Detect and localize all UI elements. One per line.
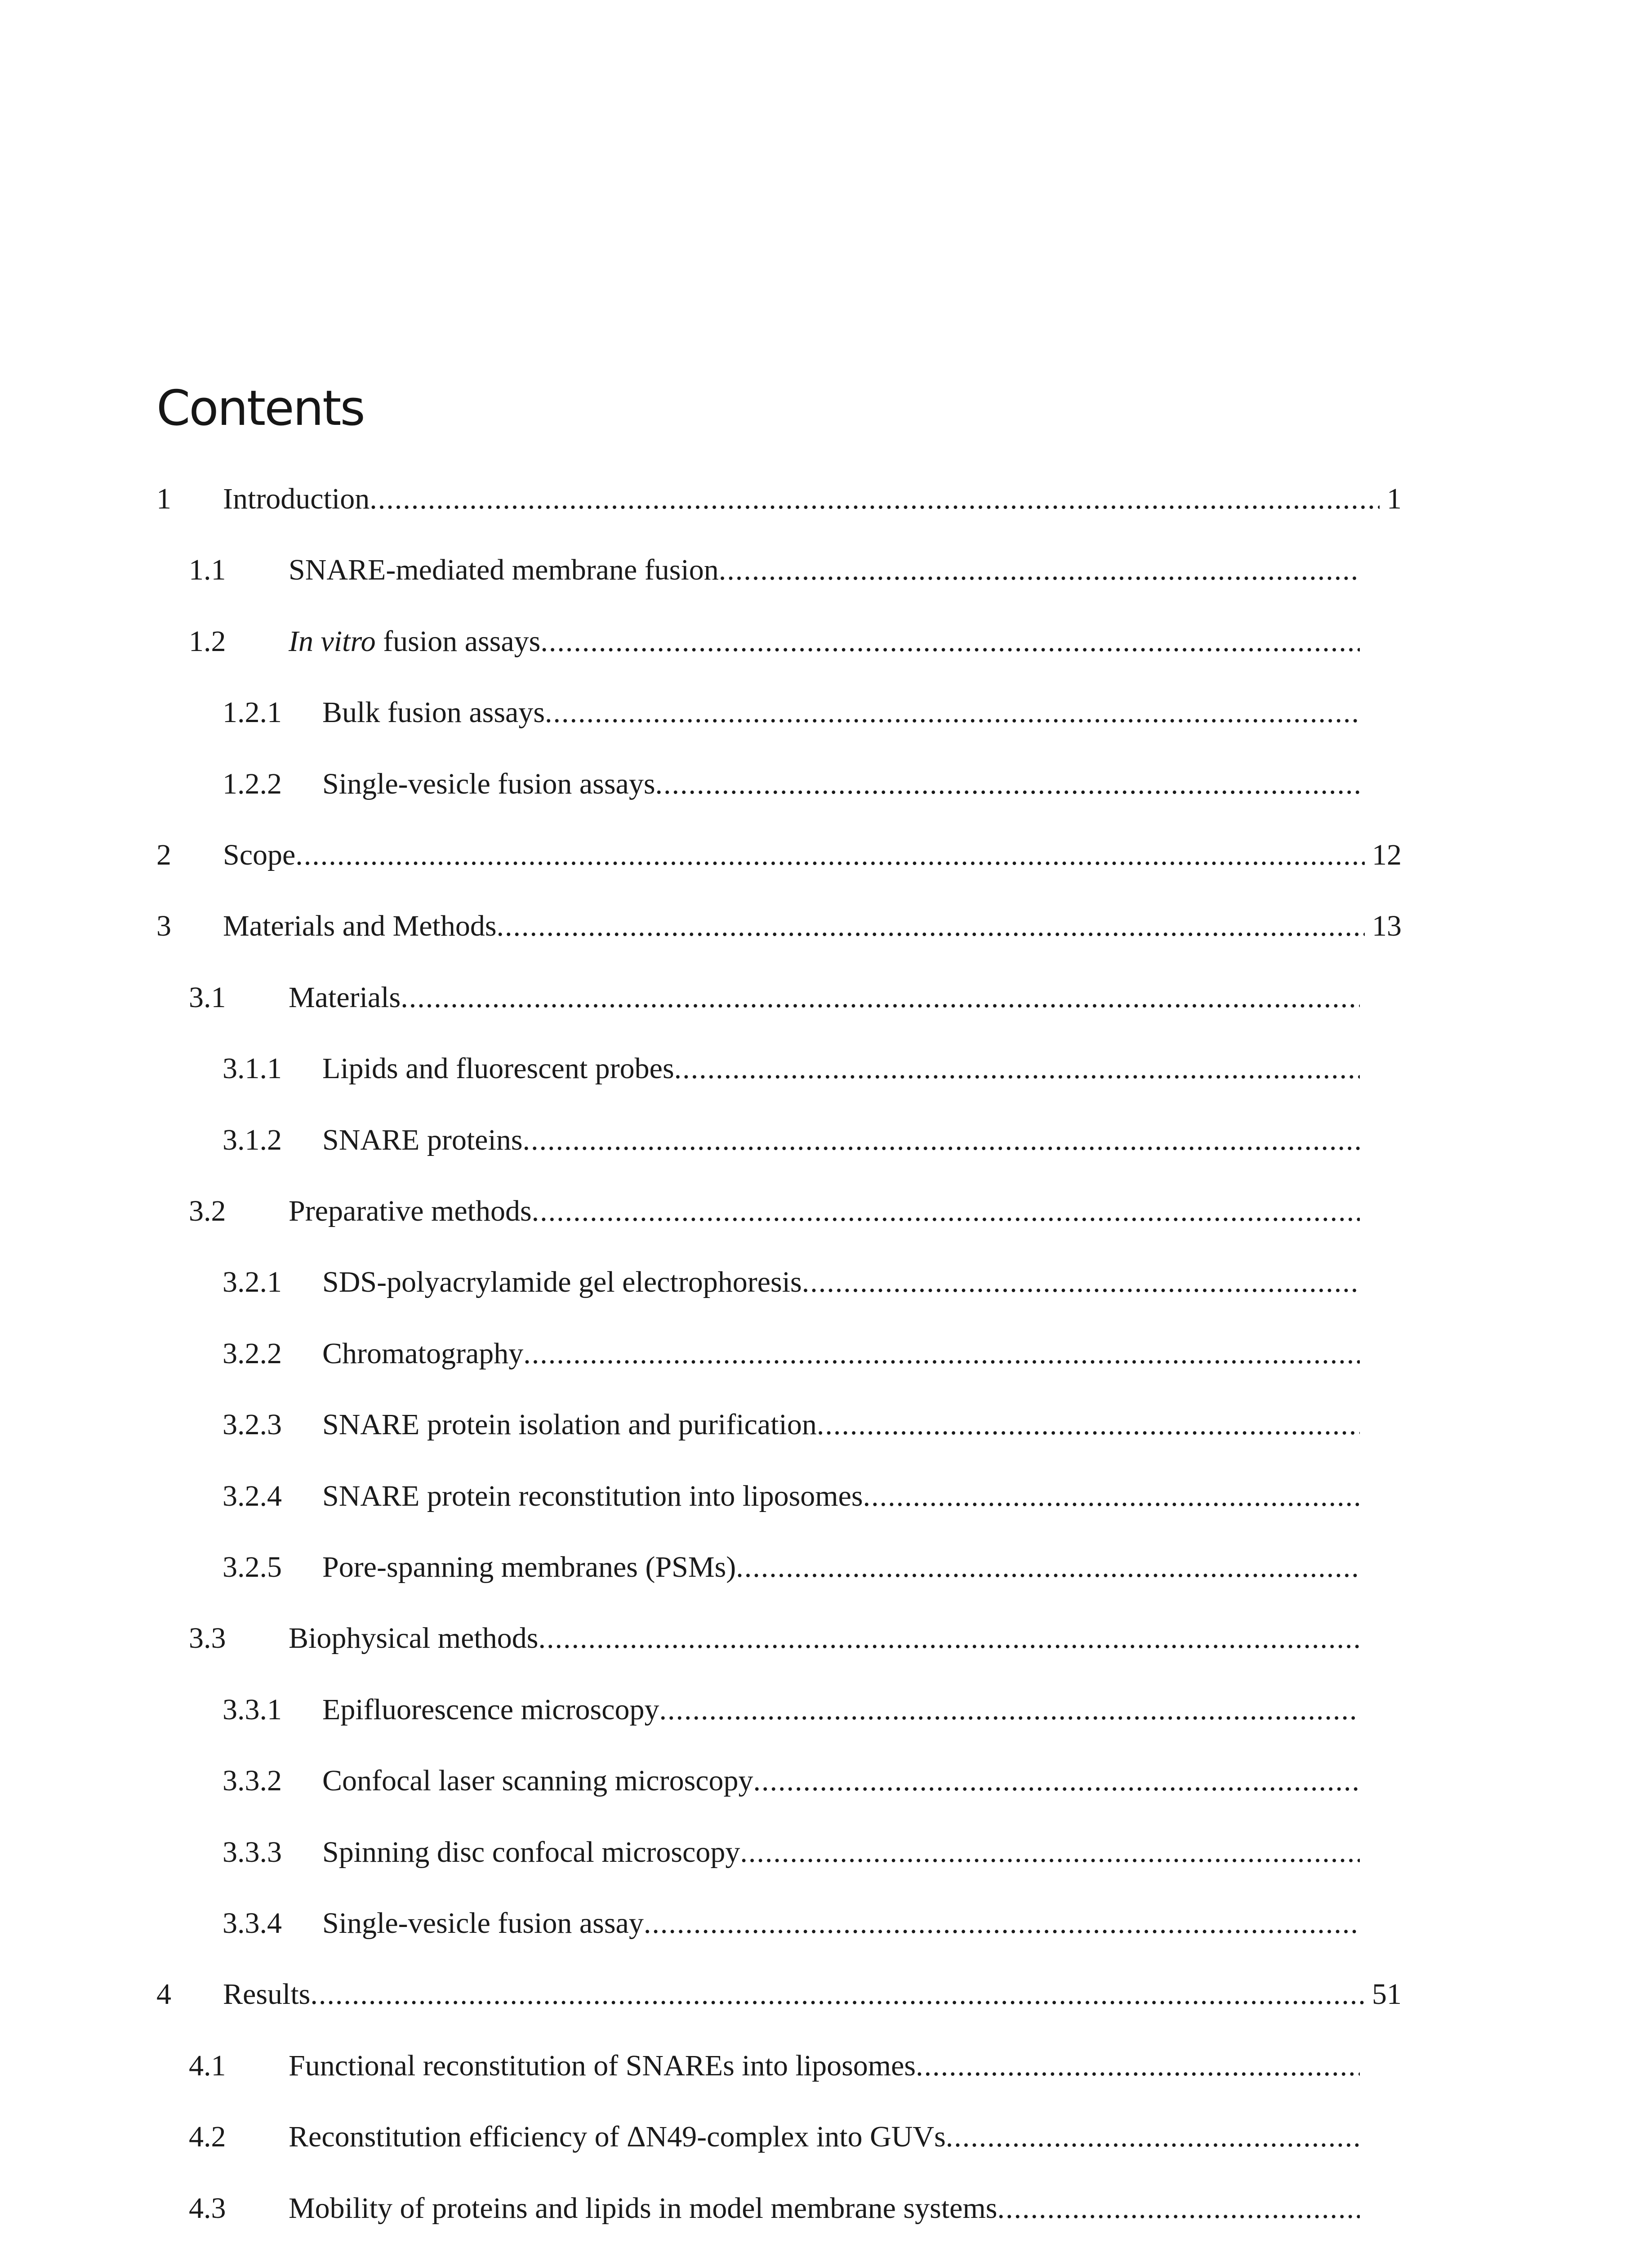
- toc-dot-leader: [523, 1331, 1360, 1376]
- toc-dot-leader: [540, 619, 1360, 664]
- toc-entry-title: [322, 1046, 674, 1091]
- toc-dot-leader: [538, 1616, 1360, 1661]
- toc-entry-title-italic: In vitro: [289, 625, 376, 658]
- toc-entry-title: [322, 1687, 659, 1732]
- toc-entry-title-text: Materials and Methods: [223, 910, 497, 942]
- toc-dot-leader: [946, 2114, 1360, 2159]
- toc-entry: [223, 1402, 1360, 1447]
- toc-entry-title: [322, 1545, 736, 1590]
- toc-dot-leader: [817, 1402, 1360, 1447]
- toc-entry: [223, 1474, 1360, 1519]
- toc-entry-title: [289, 619, 540, 664]
- toc-entry-title-text: Chromatography: [322, 1337, 524, 1370]
- toc-entry-number: 3.2.2: [223, 1337, 282, 1370]
- toc-entry-title: [322, 1331, 523, 1376]
- toc-dot-leader: [644, 1901, 1360, 1946]
- toc-dot-leader: [545, 690, 1360, 735]
- toc-entry: [156, 477, 1402, 522]
- toc-entry-title-text: Confocal laser scanning microscopy: [322, 1764, 753, 1797]
- contents-heading: Contents: [156, 380, 364, 437]
- toc-entry: [223, 690, 1360, 735]
- toc-entry-number: 3.2.5: [223, 1551, 282, 1583]
- toc-entry-title-text: Lipids and fluorescent probes: [322, 1052, 674, 1085]
- toc-entry-title-text: Preparative methods: [289, 1195, 532, 1227]
- toc-dot-leader: [674, 1046, 1360, 1091]
- toc-entry: [223, 1758, 1360, 1803]
- toc-entry-title: [322, 1830, 740, 1875]
- toc-entry-title: [322, 1402, 817, 1447]
- toc-entry-title-text: fusion assays: [375, 625, 541, 658]
- toc-entry-page-number: 13: [1372, 910, 1402, 942]
- toc-entry-title: [223, 833, 295, 878]
- toc-dot-leader: [863, 1474, 1360, 1519]
- toc-dot-leader: [997, 2186, 1360, 2231]
- toc-dot-leader: [736, 1545, 1360, 1590]
- toc-dot-leader: [401, 975, 1360, 1020]
- toc-entry-number: 1: [156, 482, 171, 515]
- toc-entry-number: 2: [156, 839, 171, 871]
- toc-entry: [223, 1118, 1360, 1163]
- toc-entry-number: 3.2.4: [223, 1480, 282, 1512]
- toc-entry-title: [223, 904, 497, 949]
- toc-dot-leader: [719, 548, 1360, 593]
- toc-entry: [223, 1901, 1360, 1946]
- toc-entry-title-text: Functional reconstitution of SNAREs into liposomes: [289, 2049, 916, 2082]
- toc-entry: [223, 1046, 1360, 1091]
- toc-entry: [223, 1830, 1360, 1875]
- toc-entry-title: [322, 690, 545, 735]
- toc-dot-leader: [753, 1758, 1360, 1803]
- toc-entry-page-number: 12: [1372, 839, 1402, 871]
- toc-entry-title-text: Single-vesicle fusion assays: [322, 767, 655, 800]
- toc-entry: [189, 1616, 1360, 1661]
- toc-entry-title-text: SNARE-mediated membrane fusion: [289, 553, 719, 586]
- toc-entry-title: [322, 1260, 802, 1305]
- toc-entry-title-text: Scope: [223, 839, 296, 871]
- toc-entry-title-text: Reconstitution efficiency of ΔN49-complex into GUVs: [289, 2120, 946, 2153]
- toc-entry-number: 3.3.2: [223, 1764, 282, 1797]
- toc-entry-number: 1.2: [189, 625, 226, 658]
- toc-entry: [223, 1260, 1360, 1305]
- toc-entry-number: 3.2.3: [223, 1408, 282, 1441]
- toc-entry: [189, 2114, 1360, 2159]
- toc-entry: [189, 2186, 1360, 2231]
- toc-entry-number: 3.3.3: [223, 1836, 282, 1869]
- toc-entry-title-text: Results: [223, 1978, 311, 2011]
- toc-dot-leader: [740, 1830, 1360, 1875]
- toc-entry-title: [322, 1118, 523, 1163]
- toc-entry: [189, 1189, 1360, 1234]
- toc-dot-leader: [655, 762, 1360, 807]
- toc-entry-title: [322, 1474, 863, 1519]
- toc-entry: [189, 975, 1360, 1020]
- toc-entry-title-text: Materials: [289, 981, 401, 1014]
- toc-entry: [189, 548, 1360, 593]
- toc-entry-title-text: Single-vesicle fusion assay: [322, 1907, 644, 1940]
- toc-entry-number: 3.1: [189, 981, 226, 1014]
- toc-entry-number: 3.1.2: [223, 1124, 282, 1156]
- toc-entry-page-number: 1: [1387, 482, 1402, 515]
- toc-entry-title: [223, 477, 370, 522]
- toc-entry-title-text: Epifluorescence microscopy: [322, 1693, 659, 1726]
- toc-entry: [189, 619, 1360, 664]
- toc-entry-title: [289, 975, 401, 1020]
- toc-entry-title: [289, 1616, 538, 1661]
- toc-entry-title: [289, 1189, 532, 1234]
- toc-entry-title-text: SNARE protein isolation and purification: [322, 1408, 817, 1441]
- toc-entry-number: 3: [156, 910, 171, 942]
- toc-entry-title-text: SDS-polyacrylamide gel electrophoresis: [322, 1266, 802, 1298]
- toc-entry-title-text: Pore-spanning membranes (PSMs): [322, 1551, 736, 1583]
- toc-entry-title-text: Spinning disc confocal microscopy: [322, 1836, 740, 1869]
- toc-entry-number: 3.3.4: [223, 1907, 282, 1940]
- toc-entry: [156, 904, 1402, 949]
- toc-dot-leader: [310, 1972, 1365, 2017]
- toc-entry-number: 1.1: [189, 553, 226, 586]
- toc-entry-number: 1.2.2: [223, 767, 282, 800]
- toc-entry: [156, 1972, 1402, 2017]
- toc-entry-title: [223, 1972, 310, 2017]
- toc-entry-title-text: Bulk fusion assays: [322, 696, 545, 729]
- toc-entry: [189, 2043, 1360, 2088]
- toc-entry-title-text: Introduction: [223, 482, 370, 515]
- toc-entry-number: 4.1: [189, 2049, 226, 2082]
- toc-entry: [223, 1687, 1360, 1732]
- toc-entry: [156, 833, 1402, 878]
- toc-entry-number: 3.2.1: [223, 1266, 282, 1298]
- toc-dot-leader: [659, 1687, 1360, 1732]
- toc-entry-title: [289, 2114, 946, 2159]
- toc-entry-page-number: 51: [1372, 1978, 1402, 2011]
- toc-dot-leader: [532, 1189, 1360, 1234]
- toc-entry-number: 1.2.1: [223, 696, 282, 729]
- toc-entry-title-text: Biophysical methods: [289, 1622, 539, 1655]
- toc-entry-title-text: SNARE protein reconstitution into liposomes: [322, 1480, 863, 1512]
- toc-dot-leader: [916, 2043, 1360, 2088]
- toc-dot-leader: [497, 904, 1365, 949]
- toc-entry-number: 3.2: [189, 1195, 226, 1227]
- toc-entry: [223, 762, 1360, 807]
- toc-dot-leader: [523, 1118, 1360, 1163]
- toc-entry-number: 4.3: [189, 2192, 226, 2225]
- toc-entry-number: 3.3.1: [223, 1693, 282, 1726]
- toc-entry-number: 3.3: [189, 1622, 226, 1655]
- toc-dot-leader: [295, 833, 1365, 878]
- toc-entry-title: [322, 1758, 753, 1803]
- toc-dot-leader: [802, 1260, 1360, 1305]
- toc-entry-title: [289, 548, 719, 593]
- toc-entry-title: [289, 2186, 997, 2231]
- toc-entry-title: [289, 2043, 916, 2088]
- toc-entry-number: 3.1.1: [223, 1052, 282, 1085]
- toc-entry-title-text: Mobility of proteins and lipids in model membrane systems: [289, 2192, 997, 2225]
- toc-entry-title: [322, 762, 655, 807]
- toc-entry-title-text: SNARE proteins: [322, 1124, 523, 1156]
- toc-entry: [223, 1545, 1360, 1590]
- toc-entry-number: 4: [156, 1978, 171, 2011]
- toc-entry-title: [322, 1901, 644, 1946]
- toc-entry-number: 4.2: [189, 2120, 226, 2153]
- toc-dot-leader: [370, 477, 1380, 522]
- toc-entry: [223, 1331, 1360, 1376]
